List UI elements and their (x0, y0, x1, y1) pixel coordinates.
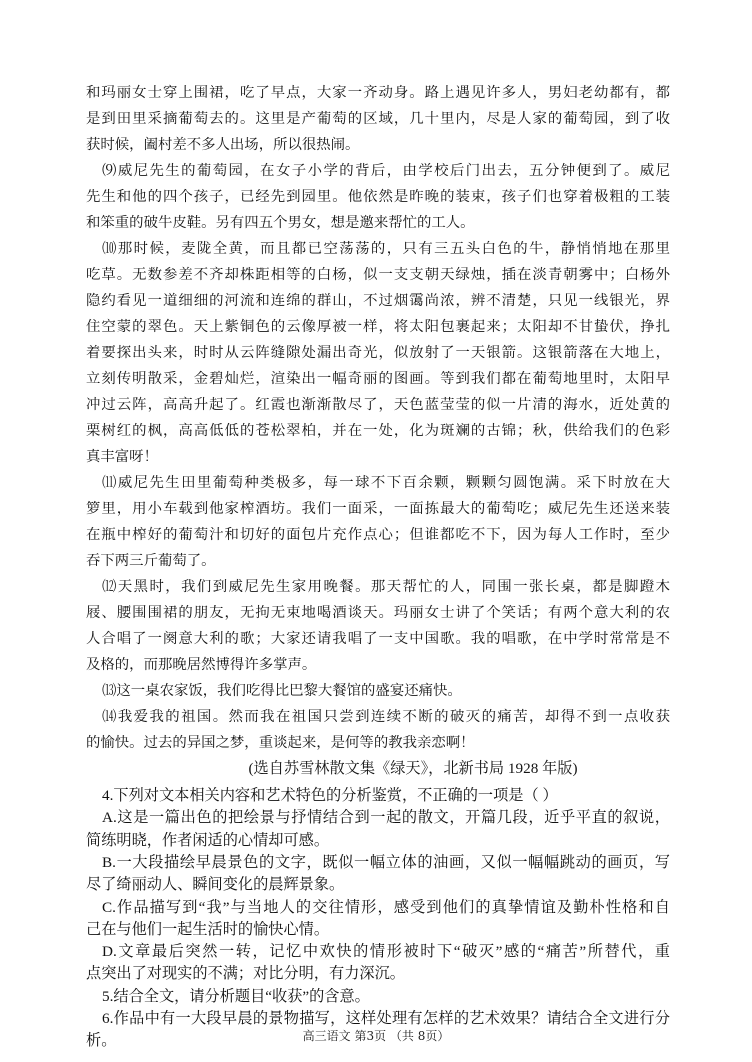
paragraph-11-start: ⑾威尼先生田里葡萄种类极多，每一球不下百余颗，颗颗匀圆饱满。采下时放在大 (102, 475, 670, 491)
passage-line: 栗树红的枫，高高低低的苍松翠柏，并在一处，化为斑斓的古锦；秋，供给我们的色彩 (86, 423, 670, 439)
passage-line: 是到田里采摘葡萄去的。这里是产葡萄的区域，几十里内，尽是人家的葡萄园，到了收 (86, 111, 670, 127)
passage-line: 和笨重的破牛皮鞋。另有四五个男女，想是邀来帮忙的工人。 (86, 215, 475, 231)
option-b: B.一大段描绘早晨景色的文字，既似一幅立体的油画，又似一幅幅跳动的画页，写 (102, 853, 670, 871)
passage-line: 隐约看见一道细细的河流和连绵的群山，不过烟霭尚浓，辨不清楚，只见一线银光，界 (86, 293, 670, 309)
option-c-cont: 己在与他们一起生活时的愉快心情。 (86, 920, 329, 938)
passage-line: 在瓶中榨好的葡萄汁和切好的面包片充作点心；但谁都吃不下，因为每人工作时，至少 (86, 527, 670, 543)
paragraph-12-start: ⑿天黑时，我们到威尼先生家用晚餐。那天帮忙的人，同围一张长桌，都是脚蹬木 (102, 579, 670, 595)
option-a: A.这是一篇出色的把绘景与抒情结合到一起的散文，开篇几段，近乎平直的叙说， (102, 809, 670, 827)
passage-line: 吃草。无数参差不齐却株距相等的白杨，似一支支朝天绿烛，插在淡青朝雾中；白杨外 (86, 267, 670, 283)
source-citation: (选自苏雪林散文集《绿天》，北新书局 1928 年版) (248, 760, 578, 777)
paragraph-9-start: ⑼威尼先生的葡萄园，在女子小学的背后，由学校后门出去，五分钟便到了。威尼 (102, 163, 670, 179)
passage-line: 箩里，用小车载到他家榨酒坊。我们一面采，一面拣最大的葡萄吃；威尼先生还送来装 (86, 501, 670, 517)
question-5: 5.结合全文，请分析题目“收获”的含意。 (102, 987, 370, 1005)
option-c: C.作品描写到“我”与当地人的交往情形，感受到他们的真挚情谊及勤朴性格和自 (102, 898, 670, 916)
passage-line: 及格的，而那晚居然博得许多掌声。 (86, 657, 317, 673)
passage-line: 着要探出头来，时时从云阵缝隙处漏出奇光，似放射了一天银箭。这银箭落在大地上， (86, 345, 670, 361)
option-d: D.文章最后突然一转，记忆中欢快的情形被时下“破灭”感的“痛苦”所替代，重 (102, 943, 670, 961)
question-4: 4.下列对文本相关内容和艺术特色的分析鉴赏，不正确的一项是（ ） (102, 787, 558, 804)
passage-line: 先生和他的四个孩子，已经先到园里。他依然是昨晚的装束，孩子们也穿着极粗的工装 (86, 189, 670, 205)
question-6: 6.作品中有一大段早晨的景物描写，这样处理有怎样的艺术效果？请结合全文进行分 (102, 1010, 670, 1027)
option-b-cont: 尽了绮丽动人、瞬间变化的晨辉景象。 (86, 876, 345, 894)
option-a-cont: 简练明晓，作者闲适的心情却可感。 (86, 831, 329, 849)
paragraph-10-start: ⑽那时候，麦陇全黄，而且都已空荡荡的，只有三五头白色的牛，静悄悄地在那里 (102, 241, 670, 257)
option-d-cont: 点突出了对现实的不满；对比分明，有力深沉。 (86, 965, 405, 983)
paragraph-13: ⒀这一桌农家饭，我们吃得比巴黎大餐馆的盛宴还痛快。 (102, 683, 462, 699)
passage-line: 的愉快。过去的异国之梦，重谈起来，是何等的教我亲恋啊！ (86, 735, 475, 751)
passage-line: 住空蒙的翠色。天上紫铜色的云像厚被一样，将太阳包裹起来；太阳却不甘蛰伏，挣扎 (86, 319, 670, 335)
question-6-cont: 析。 (86, 1032, 117, 1050)
passage-line: 立刻传明散采，金碧灿烂，渲染出一幅奇丽的图画。等到我们都在葡萄地里时，太阳早 (86, 371, 670, 387)
passage-line: 人合唱了一阕意大利的歌；大家还请我唱了一支中国歌。我的唱歌，在中学时常常是不 (86, 631, 670, 647)
passage-line: 吞下两三斤葡萄了。 (86, 553, 216, 569)
passage-line: 屐、腰围围裙的朋友，无拘无束地喝酒谈天。玛丽女士讲了个笑话；有两个意大利的农 (86, 605, 670, 621)
passage-line: 获时候，阖村差不多人出场，所以很热闹。 (86, 137, 360, 153)
page-footer: 高三语文 第3页 （共 8页） (302, 1029, 450, 1043)
passage-line: 真丰富呀！ (86, 449, 158, 465)
paragraph-14-start: ⒁我爱我的祖国。然而我在祖国只尝到连续不断的破灭的痛苦，却得不到一点收获 (102, 709, 670, 725)
passage-line: 和玛丽女士穿上围裙，吃了早点，大家一齐动身。路上遇见许多人，男妇老幼都有，都 (86, 85, 670, 101)
passage-line: 冲过云阵，高高升起了。红霞也渐渐散尽了，天色蓝莹莹的似一片清的海水，近处黄的 (86, 397, 670, 413)
